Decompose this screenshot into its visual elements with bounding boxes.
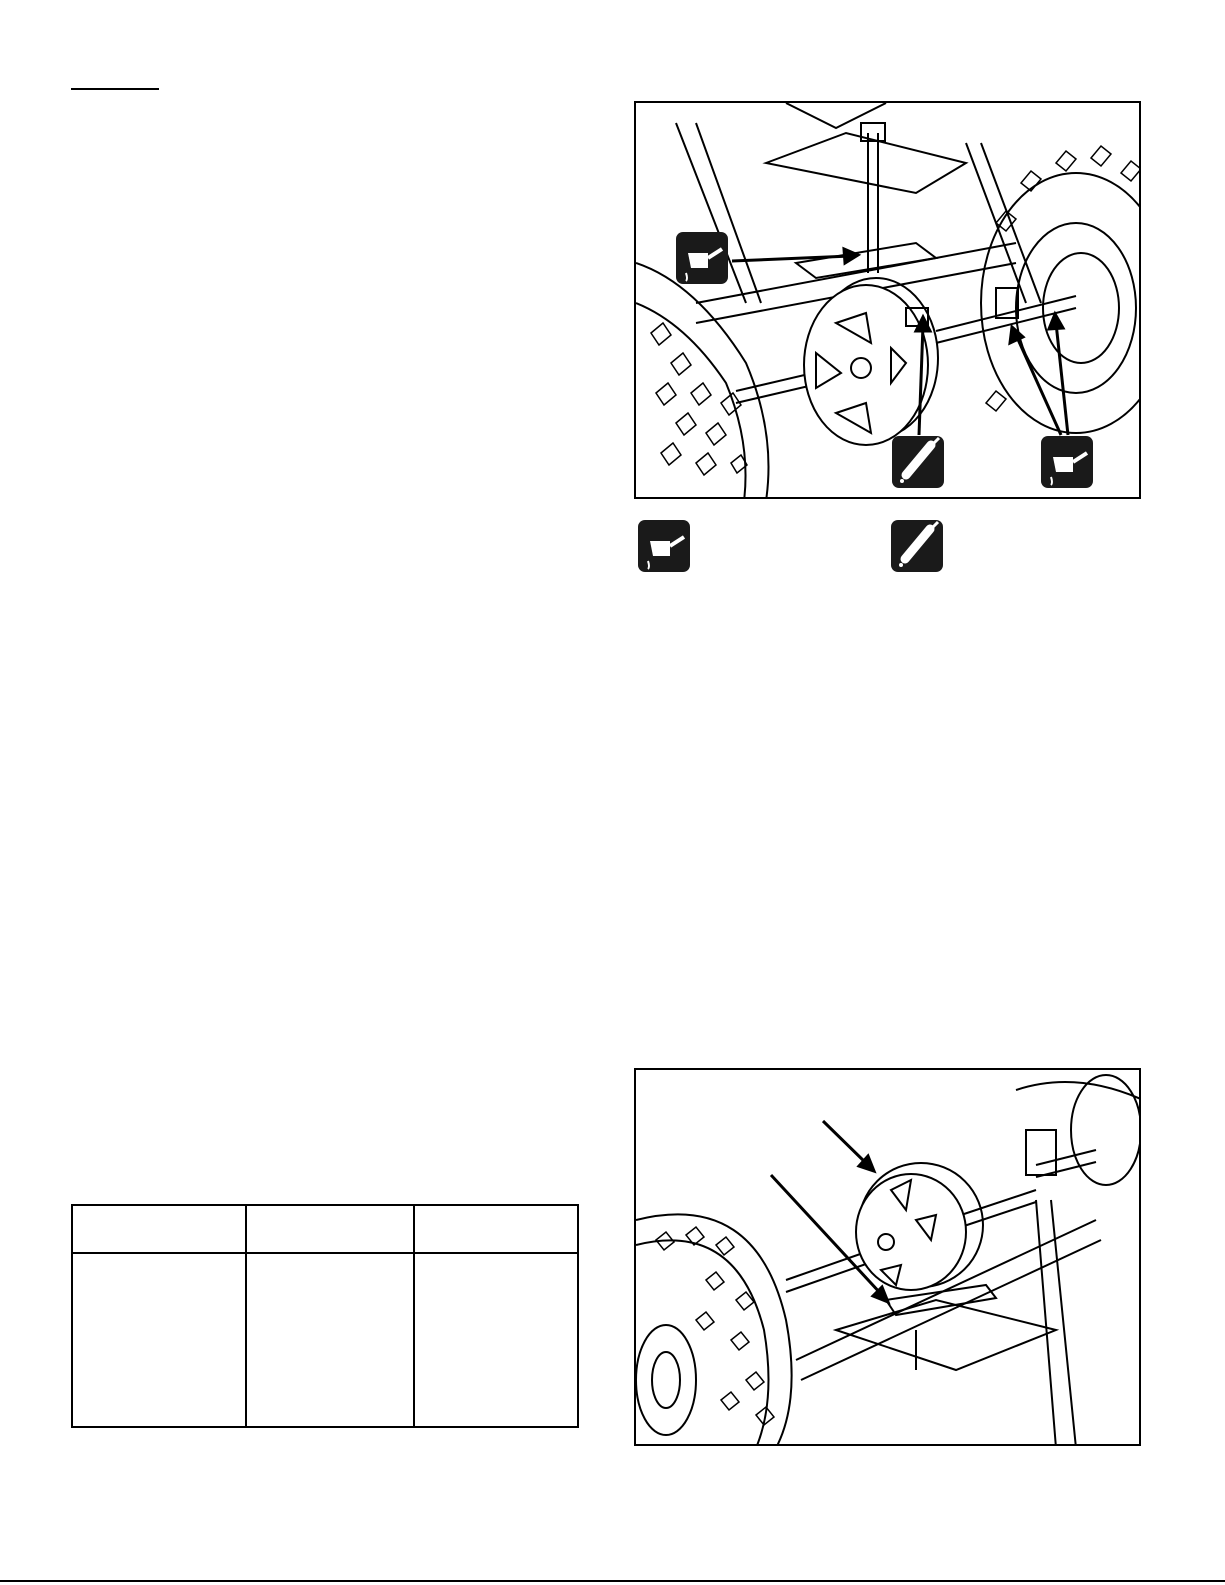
oil-can-icon bbox=[638, 520, 690, 572]
table-cell bbox=[414, 1253, 578, 1427]
table-header-cell bbox=[246, 1205, 414, 1253]
lubrication-table bbox=[71, 1204, 579, 1428]
table-cell bbox=[72, 1253, 246, 1427]
section-heading-underline bbox=[71, 88, 159, 90]
table-cell bbox=[246, 1253, 414, 1427]
oil-can-icon bbox=[1041, 436, 1093, 488]
oil-can-icon bbox=[676, 232, 728, 284]
gearbox-mount-figure bbox=[634, 1068, 1141, 1446]
grease-gun-icon bbox=[892, 436, 944, 488]
page-bottom-rule bbox=[0, 1580, 1225, 1582]
lubrication-points-figure bbox=[634, 101, 1141, 499]
gearbox-illustration bbox=[636, 1070, 1141, 1446]
table-header-cell bbox=[72, 1205, 246, 1253]
table-header-cell bbox=[414, 1205, 578, 1253]
table-row bbox=[72, 1253, 578, 1427]
grease-gun-icon bbox=[891, 520, 943, 572]
table-header-row bbox=[72, 1205, 578, 1253]
lubrication-illustration bbox=[636, 103, 1141, 499]
